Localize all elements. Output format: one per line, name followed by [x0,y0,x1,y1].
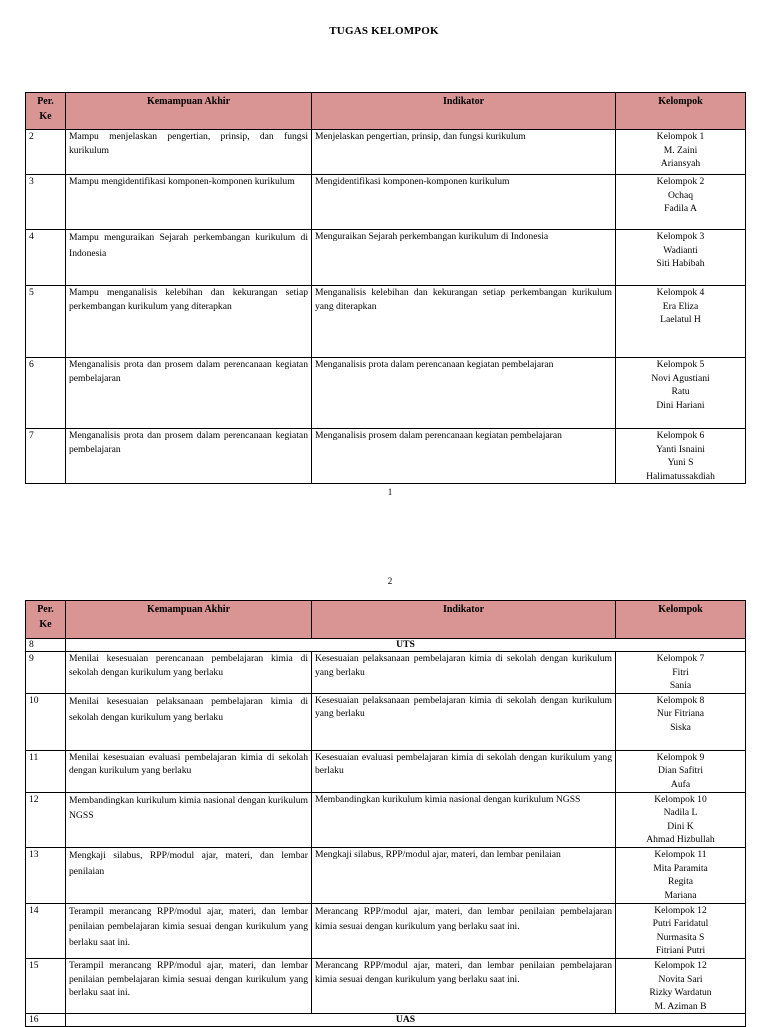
table-row [26,903,746,958]
member-name: Novita Sari [658,973,703,985]
per-ke-cell: 2 [26,130,66,175]
kemampuan-akhir-cell: Mampu menguraikan Sejarah perkembangan kurikulum di Indonesia [66,230,312,286]
per-ke-cell: 12 [26,792,66,847]
table-row [26,792,746,847]
member-name: Aufa [670,779,691,791]
table-row [26,286,746,358]
kelompok-cell [616,130,746,175]
per-ke-cell: 15 [26,958,66,1013]
uts-row [26,639,746,652]
per-ke-cell: 4 [26,230,66,286]
document-title: TUGAS KELOMPOK [329,25,439,37]
member-name: Ahmad Hizbullah [646,834,715,846]
member-name: Fadila A [664,203,697,215]
table-row [26,848,746,903]
member-name: Dian Safitri [657,765,704,777]
member-name: Regita [667,876,694,888]
kelompok-cell [616,175,746,230]
header-kelompok: Kelompok [616,601,746,639]
member-name: Yuni S [667,457,694,469]
kelompok-cell [616,358,746,429]
member-name: M. Zaini [663,144,698,156]
kemampuan-akhir-cell: Terampil merancang RPP/modul ajar, materi, dan lembar penilaian pembelajaran kimia sesuai dengan kurikulum yang berlaku saat ini. [66,903,312,958]
kemampuan-akhir-cell: Menilai kesesuaian pelaksanaan pembelajaran kimia di sekolah dengan kurikulum yang berlaku [66,693,312,750]
member-name: Sania [669,680,692,692]
indikator-cell: Mengidentifikasi komponen-komponen kurikulum [312,175,616,230]
member-name: Rizky Wardatun [649,987,712,999]
group-label: Kelompok 5 [656,359,705,370]
table-row [26,175,746,230]
per-ke-cell: 5 [26,286,66,358]
group-label: Kelompok 4 [656,287,705,298]
indikator-cell: Menganalisis prota dalam perencanaan kegiatan pembelajaran [312,358,616,429]
group-label: Kelompok 9 [656,751,705,763]
member-name: Dini K [667,820,694,832]
member-name: Era Eliza [662,300,699,312]
indikator-cell: Merancang RPP/modul ajar, materi, dan lembar penilaian pembelajaran kimia sesuai dengan kurikulum yang berlaku saat ini. [312,958,616,1013]
member-name: Ariansyah [660,158,701,170]
member-name: Fitri [672,666,689,678]
indikator-cell: Menganalisis prosem dalam perencanaan kegiatan pembelajaran [312,429,616,484]
header-per-ke: Per. Ke [26,93,66,130]
kelompok-cell [616,792,746,847]
member-name: Mariana [664,889,697,901]
kemampuan-akhir-cell: Mengkaji silabus, RPP/modul ajar, materi, dan lembar penilaian [66,848,312,903]
member-name: Nur Fitriana [656,708,705,720]
indikator-cell: Mengkaji silabus, RPP/modul ajar, materi, dan lembar penilaian [312,848,616,903]
kelompok-cell [616,286,746,358]
table-row [26,750,746,792]
indikator-cell: Menjelaskan pengertian, prinsip, dan fungsi kurikulum [312,130,616,175]
uas-row [26,1014,746,1027]
kemampuan-akhir-cell: Menganalisis prota dan prosem dalam perencanaan kegiatan pembelajaran [66,358,312,429]
kelompok-cell [616,230,746,286]
indikator-cell: Membandingkan kurikulum kimia nasional dengan kurikulum NGSS [312,792,616,847]
table-header-row [26,601,746,639]
group-task-table-page-2 [25,600,746,1027]
member-name: Wadianti [663,244,698,256]
group-label: Kelompok 1 [656,131,705,142]
member-name: M. Aziman B [654,1000,707,1012]
member-name: Novi Agustiani [651,372,710,384]
group-label: Kelompok 6 [656,430,705,441]
member-name: Nurmasita S [656,931,705,943]
kemampuan-akhir-cell: Mampu mengidentifikasi komponen-komponen kurikulum [66,175,312,230]
table-row [26,652,746,694]
kelompok-cell [616,429,746,484]
per-ke-cell: 13 [26,848,66,903]
member-name: Putri Faridatul [652,918,709,930]
kemampuan-akhir-cell: Menilai kesesuaian perencanaan pembelajaran kimia di sekolah dengan kurikulum yang berlaku [66,652,312,694]
per-ke-cell: 8 [26,639,66,652]
kemampuan-akhir-cell: Mampu menganalisis kelebihan dan kekurangan setiap perkembangan kurikulum yang diterapkan [66,286,312,358]
group-label: Kelompok 12 [654,904,707,916]
member-name: Ochaq [667,189,694,201]
group-label: Kelompok 12 [654,959,707,971]
member-name: Nadila L [663,807,698,819]
kemampuan-akhir-cell: Mampu menjelaskan pengertian, prinsip, dan fungsi kurikulum [66,130,312,175]
group-label: Kelompok 8 [656,694,705,706]
indikator-cell: Menguraikan Sejarah perkembangan kurikulum di Indonesia [312,230,616,286]
per-ke-cell: 9 [26,652,66,694]
header-kemampuan-akhir: Kemampuan Akhir [66,93,312,130]
per-ke-cell: 11 [26,750,66,792]
per-ke-cell: 3 [26,175,66,230]
page-number-1: 1 [387,487,393,497]
header-per-ke: Per. Ke [26,601,66,639]
per-ke-cell: 10 [26,693,66,750]
group-label: Kelompok 2 [656,176,705,187]
member-name: Laelatul H [660,314,701,326]
uas-row-label: UAS [66,1014,746,1027]
group-label: Kelompok 7 [656,653,705,664]
per-ke-cell: 14 [26,903,66,958]
header-indikator: Indikator [312,601,616,639]
member-name: Ratu [671,386,690,398]
kelompok-cell [616,693,746,750]
kemampuan-akhir-cell: Terampil merancang RPP/modul ajar, materi, dan lembar penilaian pembelajaran kimia sesuai dengan kurikulum yang berlaku saat ini. [66,958,312,1013]
kelompok-cell [616,958,746,1013]
table-row [26,230,746,286]
header-indikator: Indikator [312,93,616,130]
member-name: Halimatussakdiah [646,470,715,482]
group-label: Kelompok 11 [654,849,707,861]
kemampuan-akhir-cell: Menilai kesesuaian evaluasi pembelajaran kimia di sekolah dengan kurikulum yang berlaku [66,750,312,792]
kelompok-cell [616,903,746,958]
indikator-cell: Menganalisis kelebihan dan kekurangan setiap perkembangan kurikulum yang diterapkan [312,286,616,358]
table-row [26,693,746,750]
indikator-cell: Merancang RPP/modul ajar, materi, dan lembar penilaian pembelajaran kimia sesuai dengan kurikulum yang berlaku saat ini. [312,903,616,958]
per-ke-cell: 7 [26,429,66,484]
member-name: Fitriani Putri [655,945,706,957]
table-row [26,958,746,1013]
header-kelompok: Kelompok [616,93,746,130]
page-number-2: 2 [387,576,393,586]
table-row [26,358,746,429]
kelompok-cell [616,652,746,694]
kelompok-cell [616,848,746,903]
member-name: Yanti Isnaini [656,443,705,455]
member-name: Mita Paramita [653,862,708,874]
per-ke-cell: 16 [26,1014,66,1027]
group-task-table-page-1 [25,92,746,484]
member-name: Siska [670,722,691,734]
member-name: Siti Habibah [656,258,705,270]
member-name: Dini Hariani [656,399,705,411]
per-ke-cell: 6 [26,358,66,429]
indikator-cell: Kesesuaian pelaksanaan pembelajaran kimia di sekolah dengan kurikulum yang berlaku [312,693,616,750]
indikator-cell: Kesesuaian evaluasi pembelajaran kimia di sekolah dengan kurikulum yang berlaku [312,750,616,792]
group-label: Kelompok 3 [656,231,705,242]
kelompok-cell [616,750,746,792]
table-row [26,130,746,175]
indikator-cell: Kesesuaian pelaksanaan pembelajaran kimia di sekolah dengan kurikulum yang berlaku [312,652,616,694]
header-kemampuan-akhir: Kemampuan Akhir [66,601,312,639]
table-header-row [26,93,746,130]
kemampuan-akhir-cell: Membandingkan kurikulum kimia nasional dengan kurikulum NGSS [66,792,312,847]
table-row [26,429,746,484]
kemampuan-akhir-cell: Menganalisis prota dan prosem dalam perencanaan kegiatan pembelajaran [66,429,312,484]
uts-row-label: UTS [66,639,746,652]
group-label: Kelompok 10 [654,793,707,805]
